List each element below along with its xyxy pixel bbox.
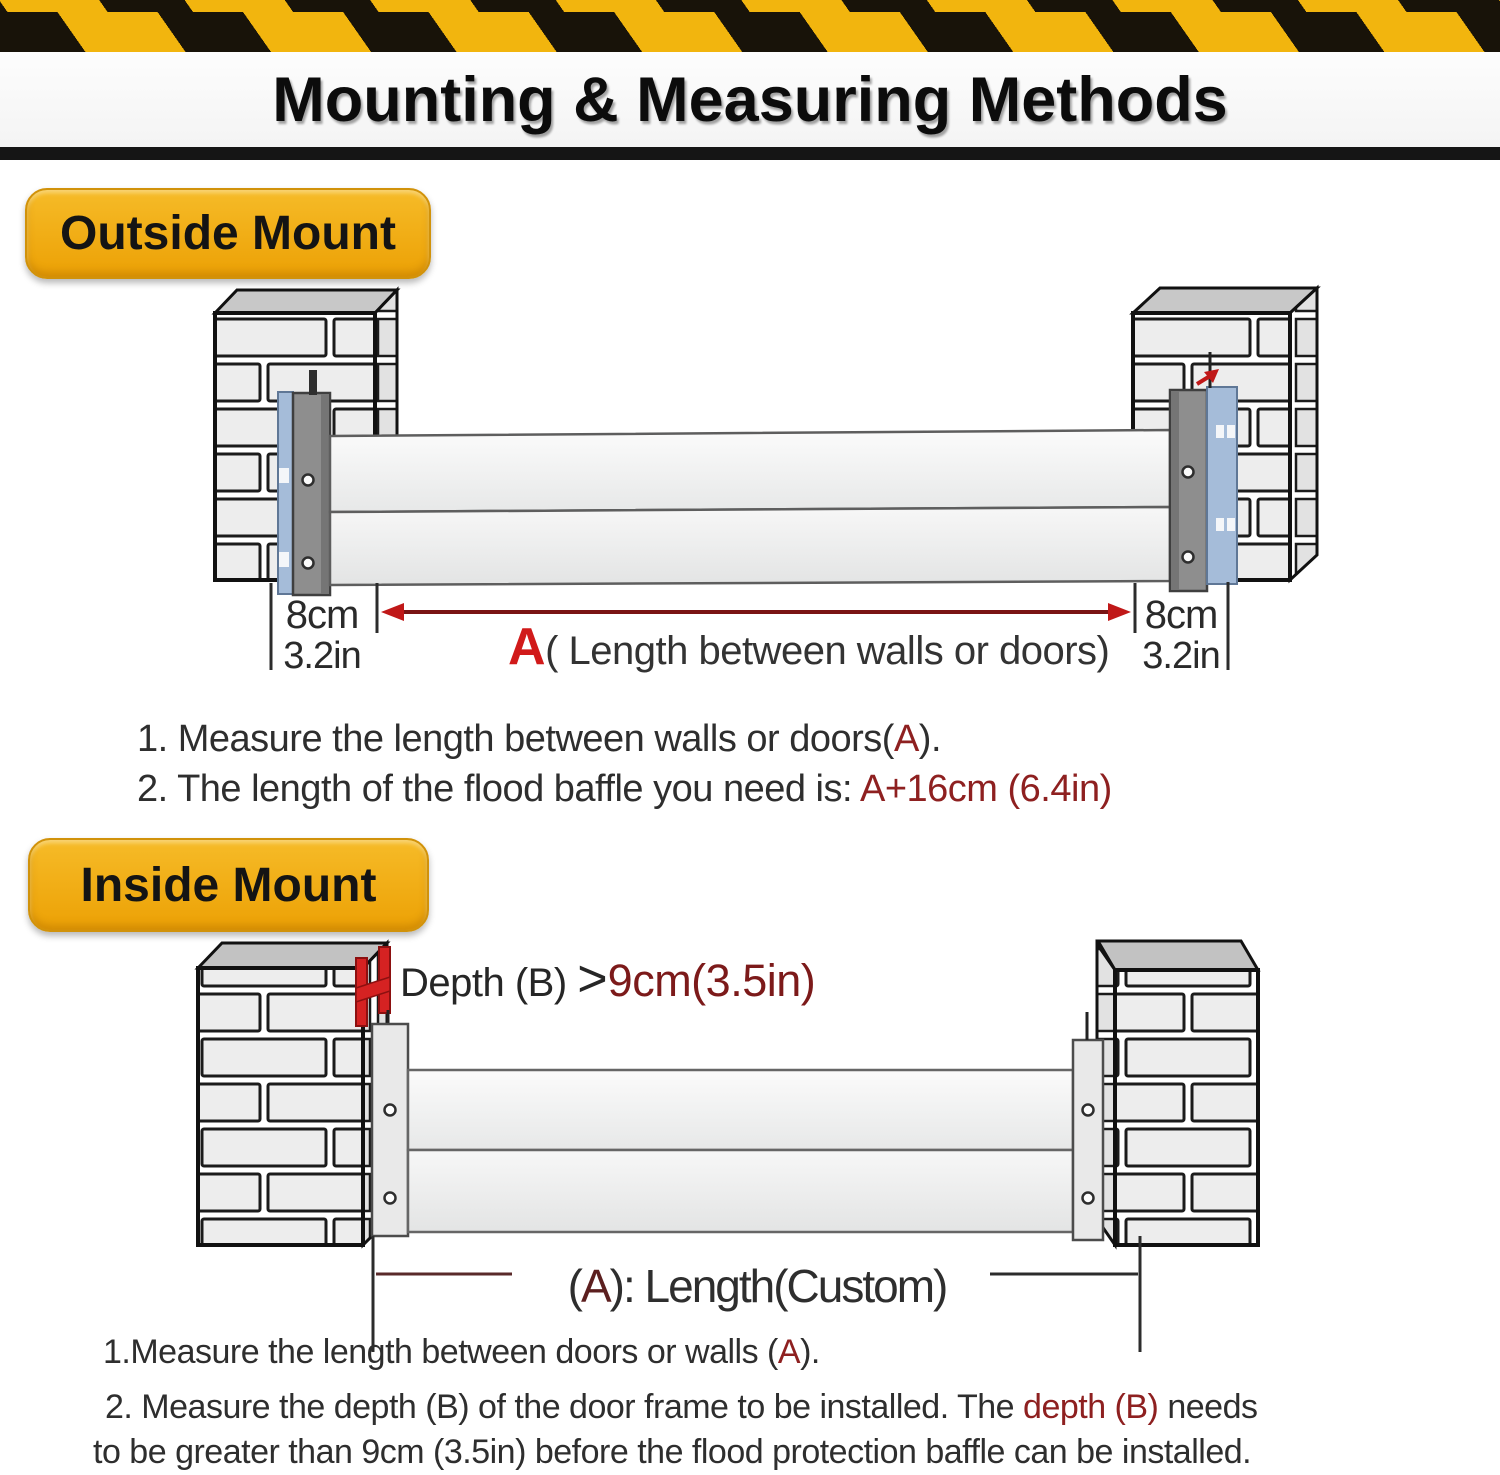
title-banner xyxy=(0,52,1500,147)
inside-right-pillar xyxy=(1097,941,1258,1245)
outside-mount-steps xyxy=(137,714,1112,814)
inside-mount-badge-label: Inside Mount xyxy=(80,858,377,912)
hazard-stripe-top xyxy=(0,0,1500,12)
inside-left-channel xyxy=(372,1024,408,1236)
custom-length-label: (A): Length(Custom) xyxy=(567,1260,947,1312)
outside-step-2: 2. The length of the flood baffle you need is: A+16cm (6.4in) xyxy=(137,768,1112,810)
right-offset-in: 3.2in xyxy=(1142,635,1220,677)
outside-left-bracket xyxy=(278,370,330,595)
outside-flood-barrier-panel xyxy=(330,430,1170,585)
inside-right-channel xyxy=(1073,1012,1103,1240)
outside-mount-badge xyxy=(25,188,431,279)
hazard-stripe-band xyxy=(0,12,1500,52)
span-arrow xyxy=(381,603,1131,621)
inside-mount-steps xyxy=(60,1330,1257,1475)
inside-step-2-continued: to be greater than 9cm (3.5in) before the flood protection baffle can be installed. xyxy=(93,1433,1252,1471)
left-offset-cm: 8cm xyxy=(285,593,359,637)
inside-flood-barrier-panel xyxy=(408,1070,1073,1232)
inside-step-2: 2. Measure the depth (B) of the door frame to be installed. The depth (B) needs xyxy=(105,1388,1258,1426)
outside-mount-diagram xyxy=(0,283,1500,683)
span-length-label: A( Length between walls or doors) xyxy=(508,618,1110,676)
header-divider-bar xyxy=(0,147,1500,160)
bracket-pin xyxy=(309,370,317,395)
page-title: Mounting & Measuring Methods xyxy=(272,64,1228,135)
depth-requirement-label: Depth (B) >9cm(3.5in) xyxy=(400,950,816,1008)
inside-step-1: 1.Measure the length between doors or walls (A). xyxy=(103,1333,820,1371)
inside-mount-badge xyxy=(28,838,429,932)
right-offset-cm: 8cm xyxy=(1144,593,1218,637)
outside-step-1: 1. Measure the length between walls or doors(A). xyxy=(137,718,942,760)
left-offset-in: 3.2in xyxy=(283,635,361,677)
inside-mount-diagram xyxy=(0,935,1500,1360)
outside-mount-badge-label: Outside Mount xyxy=(60,207,396,260)
